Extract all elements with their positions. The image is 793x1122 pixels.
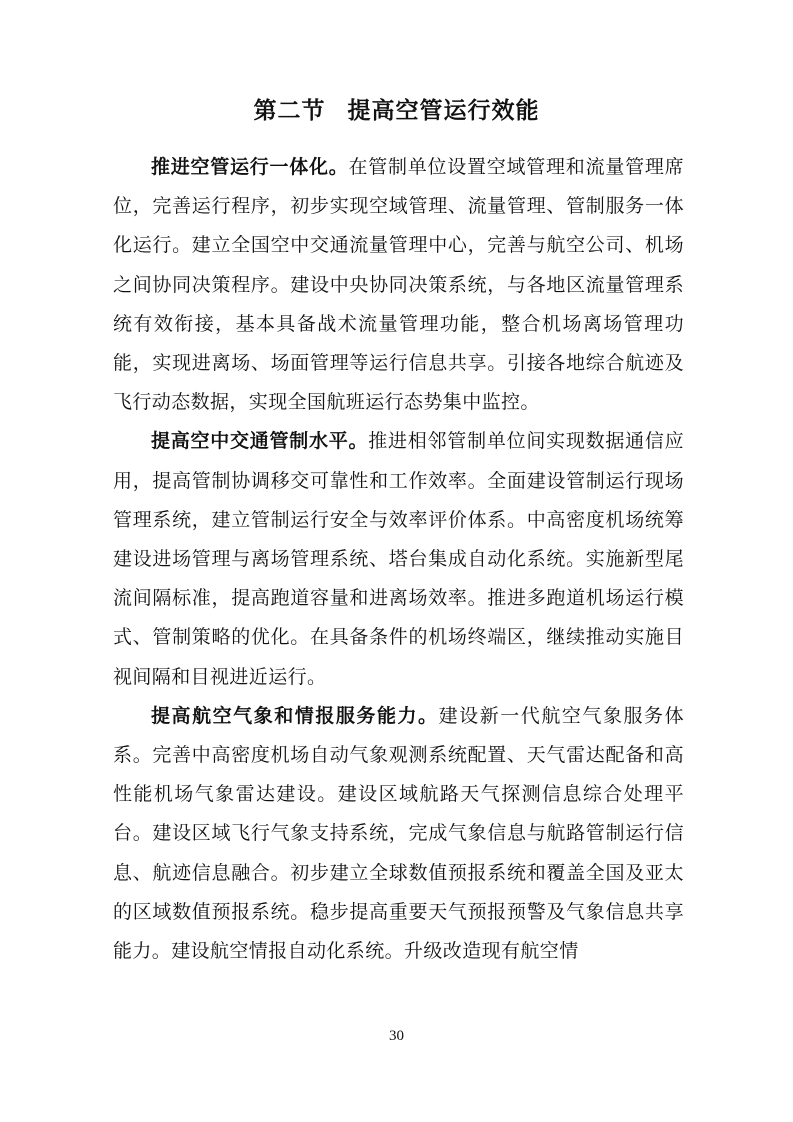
- paragraph-meteorology: [113, 697, 684, 971]
- section-heading: 提高空管运行效能: [347, 98, 540, 124]
- paragraph-text: 在管制单位设置空域管理和流量管理席位，完善运行程序，初步实现空域管理、流量管理、管制服务一体化运行。建立全国空中交通流量管理中心，完善与航空公司、机场之间协同决策程序。建设中央协同决策系统，与各地区流量管理系统有效衔接，基本具备战术流量管理功能，整合机场离场管理功能，实现进离场、场面管理等运行信息共享。引接各地综合航迹及飞行动态数据，实现全国航班运行态势集中监控。: [113, 156, 684, 414]
- paragraph-lead: 推进空管运行一体化。: [151, 156, 349, 178]
- document-body: [113, 148, 684, 971]
- page-number: 30: [389, 1028, 404, 1044]
- paragraph-airspace-integration: [113, 148, 684, 422]
- paragraph-lead: 提高航空气象和情报服务能力。: [151, 704, 439, 727]
- section-title: [0, 92, 793, 125]
- paragraph-traffic-control: [113, 422, 684, 696]
- section-number: 第二节: [253, 98, 326, 124]
- paragraph-text: 推进相邻管制单位间实现数据通信应用，提高管制协调移交可靠性和工作效率。全面建设管制运行现场管理系统，建立管制运行安全与效率评价体系。中高密度机场统筹建设进场管理与离场管理系统、塔台集成自动化系统。实施新型尾流间隔标准，提高跑道容量和进离场效率。推进多跑道机场运行模式、管制策略的优化。在具备条件的机场终端区，继续推动实施目视间隔和目视进近运行。: [113, 430, 684, 688]
- paragraph-lead: 提高空中交通管制水平。: [151, 430, 369, 453]
- paragraph-text: 建设新一代航空气象服务体系。完善中高密度机场自动气象观测系统配置、天气雷达配备和高性能机场气象雷达建设。建设区域航路天气探测信息综合处理平台。建设区域飞行气象支持系统，完成气象信息与航路管制运行信息、航迹信息融合。初步建立全球数值预报系统和覆盖全国及亚太的区域数值预报系统。稳步提高重要天气预报预警及气象信息共享能力。建设航空情报自动化系统。升级改造现有航空情: [113, 704, 684, 963]
